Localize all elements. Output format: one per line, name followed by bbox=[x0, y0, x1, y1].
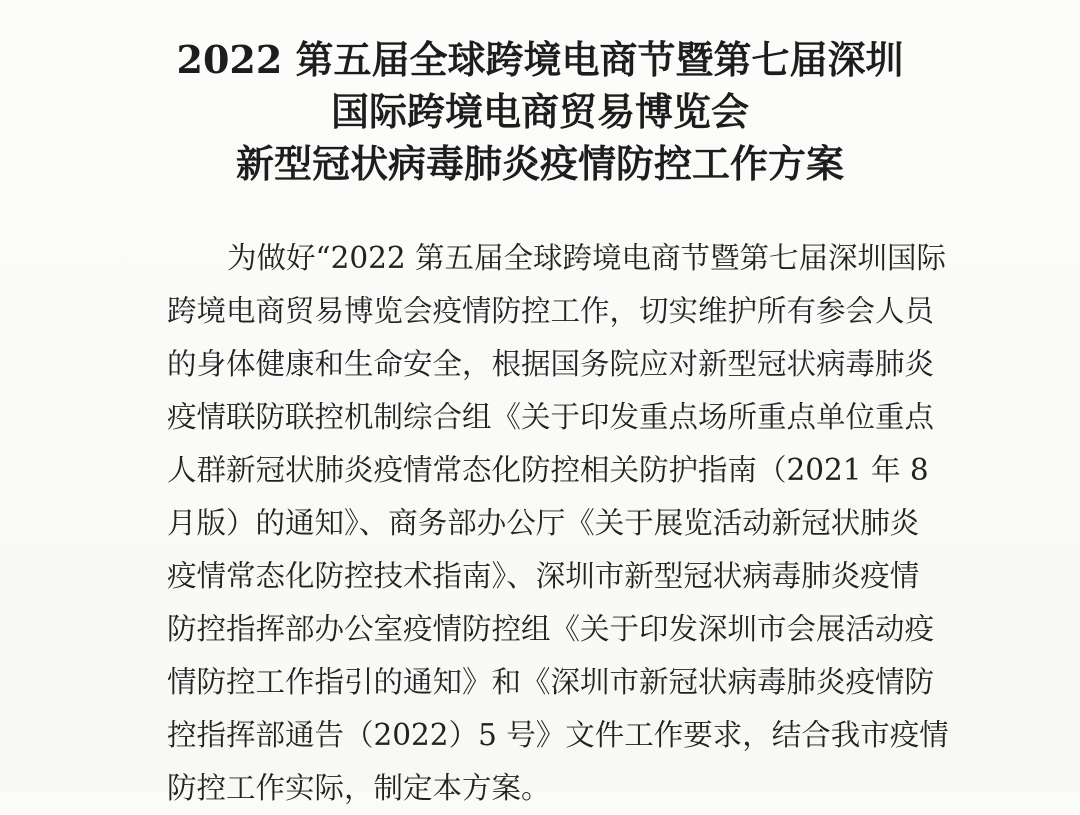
paragraph-line-8: 防控指挥部办公室疫情防控组《关于印发深圳市会展活动疫 bbox=[167, 612, 935, 646]
paragraph-line-4: 疫情联防联控机制综合组《关于印发重点场所重点单位重点 bbox=[167, 400, 935, 434]
document-body-paragraph bbox=[167, 232, 949, 815]
paragraph-line-1: 为做好“2022 第五届全球跨境电商节暨第七届深圳国际 bbox=[227, 241, 947, 275]
document-title-line-3: 新型冠状病毒肺炎疫情防控工作方案 bbox=[235, 141, 844, 186]
paragraph-line-2: 跨境电商贸易博览会疫情防控工作，切实维护所有参会人员 bbox=[167, 294, 935, 328]
document-title-line-2: 国际跨境电商贸易博览会 bbox=[330, 89, 749, 134]
paragraph-line-10: 控指挥部通告（2022）5 号》文件工作要求，结合我市疫情 bbox=[167, 718, 949, 752]
paragraph-line-6: 月版）的通知》、商务部办公厅《关于展览活动新冠状肺炎 bbox=[167, 506, 920, 540]
paragraph-line-5: 人群新冠状肺炎疫情常态化防控相关防护指南（2021 年 8 bbox=[167, 453, 929, 487]
paragraph-line-11: 防控工作实际，制定本方案。 bbox=[167, 771, 551, 805]
paragraph-line-9: 情防控工作指引的通知》和《深圳市新冠状病毒肺炎疫情防 bbox=[167, 665, 935, 699]
document-title-line-1: 2022 第五届全球跨境电商节暨第七届深圳 bbox=[176, 37, 904, 82]
paragraph-line-3: 的身体健康和生命安全，根据国务院应对新型冠状病毒肺炎 bbox=[167, 347, 935, 381]
paragraph-line-7: 疫情常态化防控技术指南》、深圳市新型冠状病毒肺炎疫情 bbox=[167, 559, 920, 593]
